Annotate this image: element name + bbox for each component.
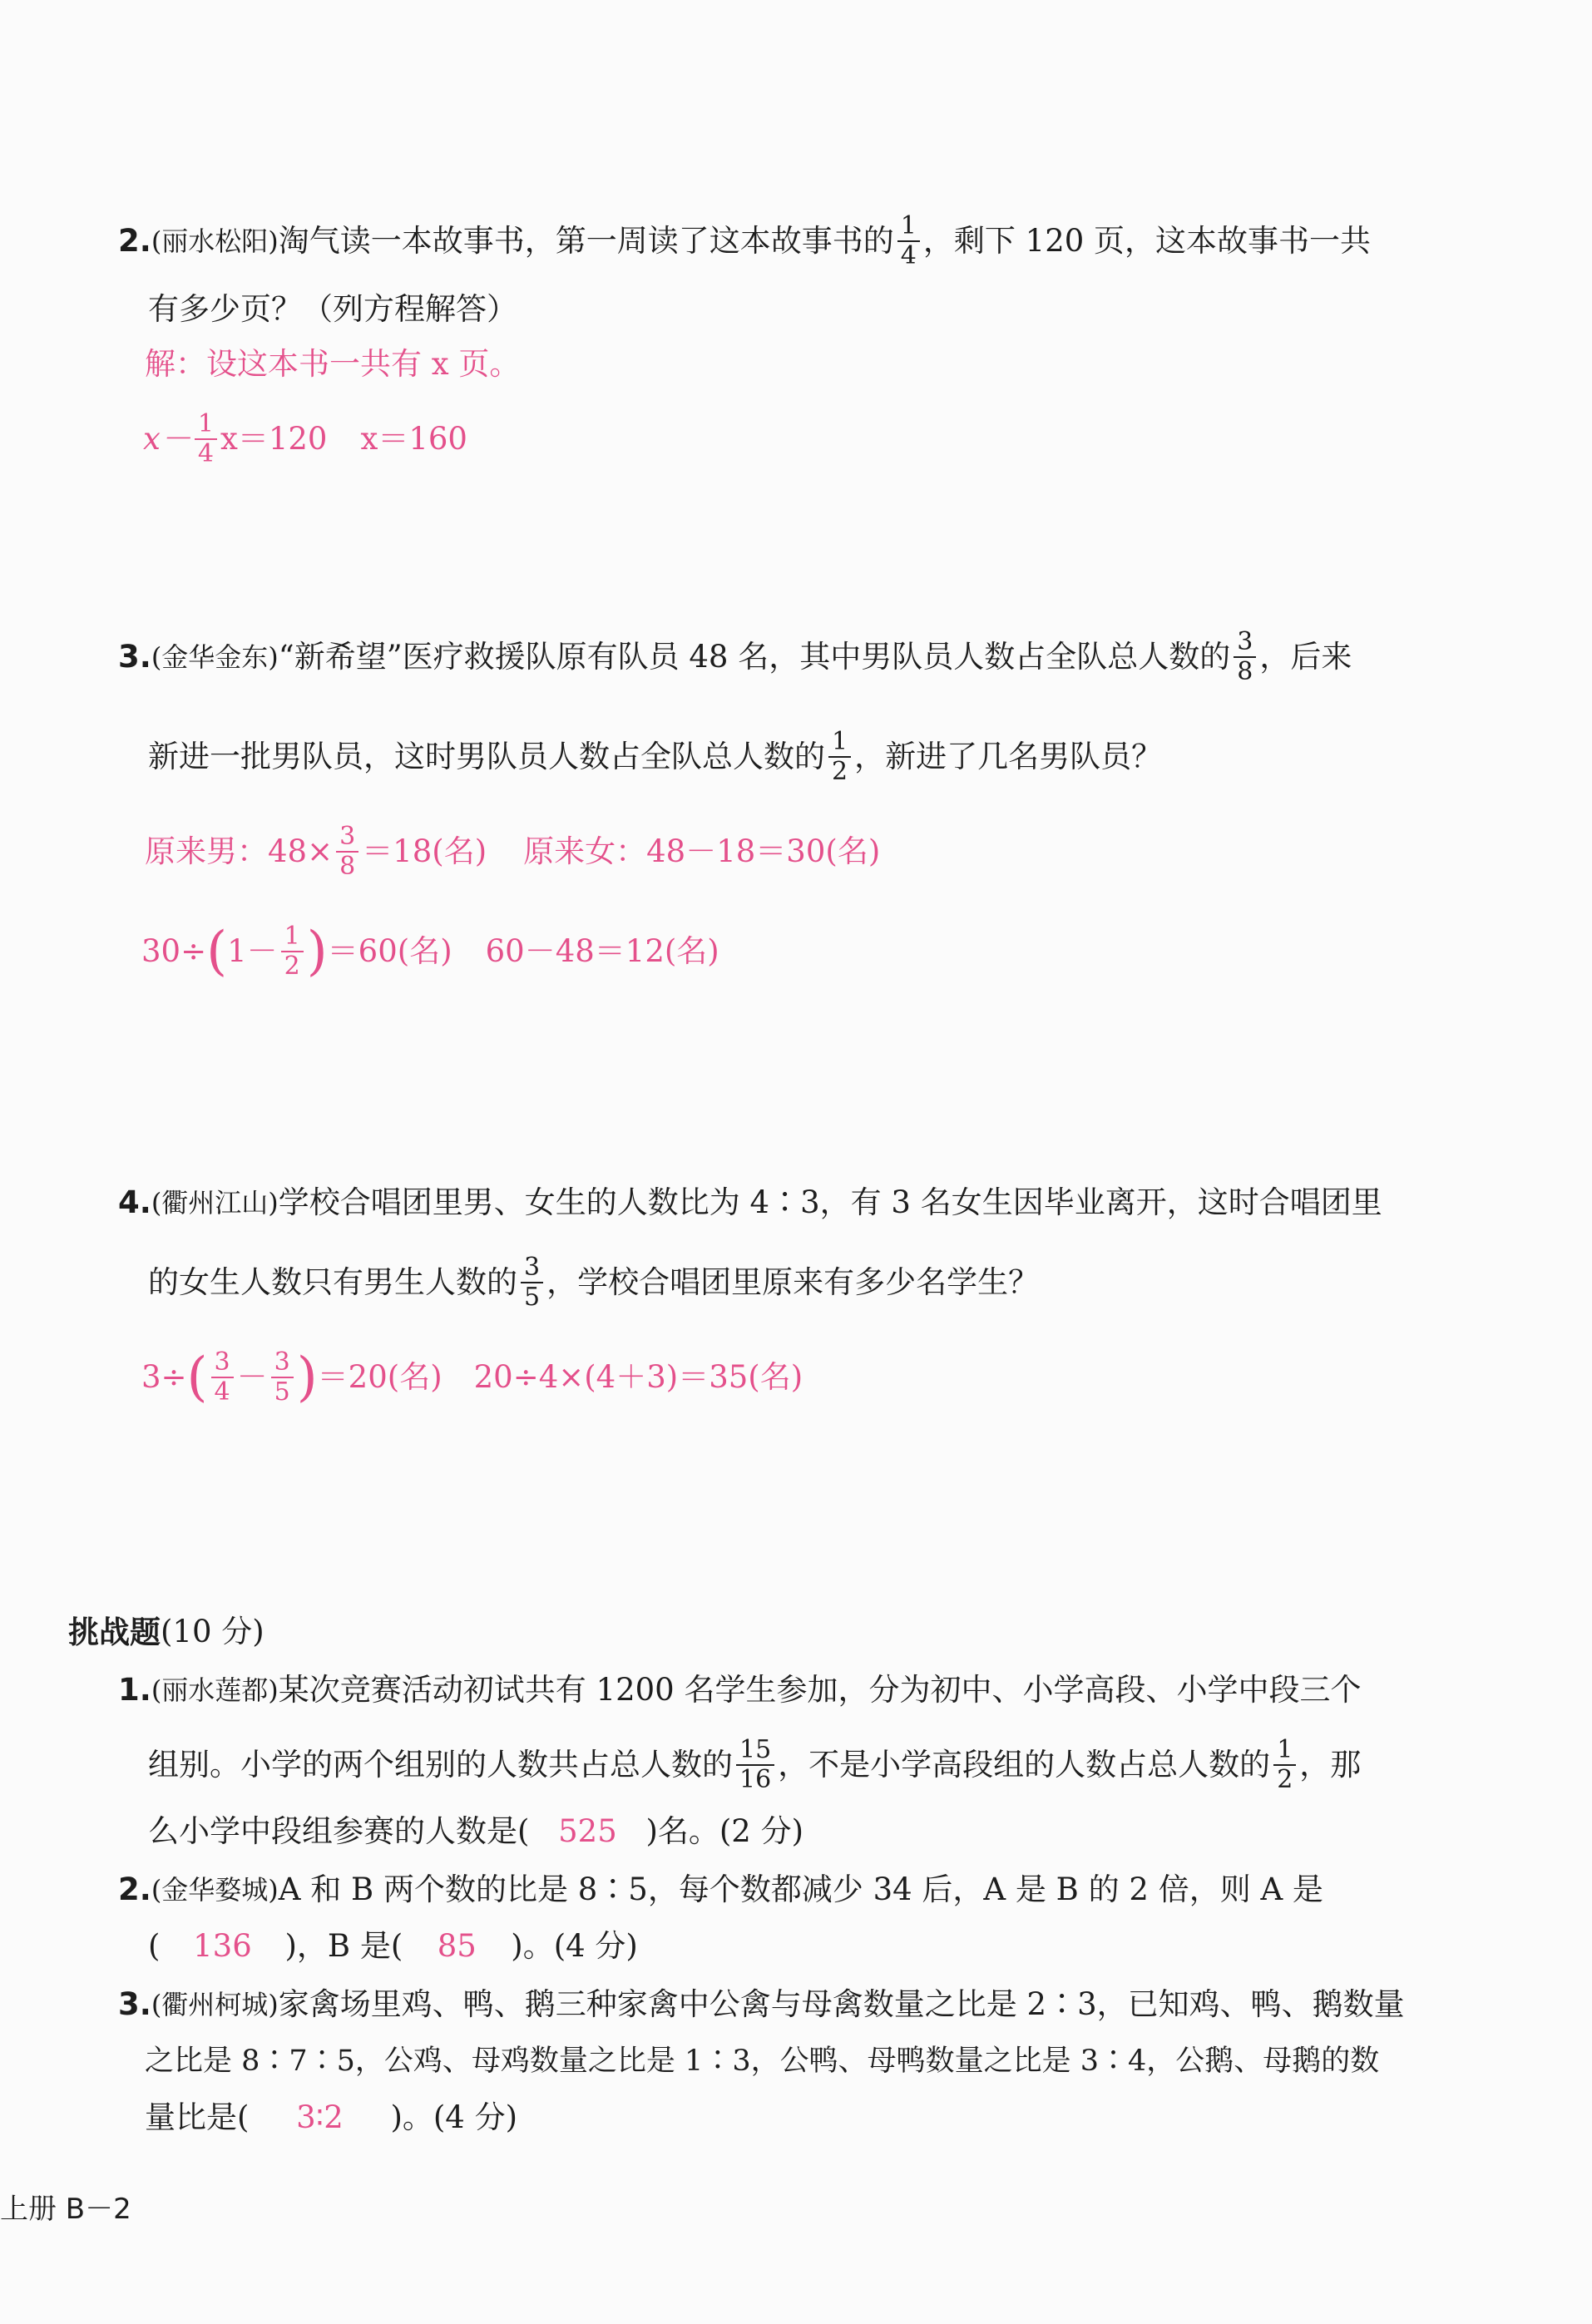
close-paren-icon: ) [296,1347,318,1408]
q3-solution-1 [145,817,880,887]
question-number: 3. [118,639,151,675]
q3-line2 [148,722,1162,792]
question-text: ，新进了几名男队员？ [854,739,1163,774]
question-source: (丽水莲都) [151,1674,279,1706]
question-number: 4. [118,1184,151,1220]
c3-line1 [118,1985,1405,2025]
question-text: ，剩下 120 页，这本故事书一共 [922,223,1372,259]
question-source: (衢州江山) [151,1187,279,1219]
page-footer: 上册 B－2 [0,2193,131,2226]
c1-line1 [118,1670,1361,1710]
fraction: $\frac{3}{5}$ [271,1348,294,1407]
solution-text: 20÷4×(4＋3)＝35(名) [473,1359,803,1395]
q3-line1 [118,622,1352,692]
c3-line2: 之比是 8∶7∶5，公鸡、母鸡数量之比是 1∶3，公鸭、母鸭数量之比是 3∶4，公鹅、母鹅的数 [145,2045,1380,2078]
section-title: 挑战题 [68,1614,161,1650]
question-text: ，那 [1299,1747,1362,1783]
c2-line1 [118,1870,1323,1910]
question-number: 2. [118,223,151,259]
answer-blank: 136 [193,1928,252,1964]
question-number: 3. [118,1986,151,2022]
c1-line2 [148,1730,1361,1800]
c2-line2 [148,1926,638,1966]
question-text: “新希望”医疗救援队原有队员 48 名，其中男队员人数占全队总人数的 [278,639,1231,675]
solution-text: 3÷ [141,1359,187,1395]
open-paren-icon: ( [206,921,228,982]
answer-blank: 85 [437,1928,477,1964]
c1-line3 [148,1812,803,1852]
solution-text: 30÷ [141,933,207,969]
q2-line2: 有多少页？（列方程解答） [148,291,517,327]
question-source: (衢州柯城) [151,1989,279,2020]
question-text: 的女生人数只有男生人数的 [148,1264,517,1300]
q4-line1 [118,1183,1382,1223]
c3-line3 [145,2098,517,2138]
question-text: 么小学中段组参赛的人数是( [148,1813,530,1849]
solution-text: 1－ [227,933,278,969]
q4-solution [141,1342,803,1412]
section-score: (10 分) [161,1614,265,1649]
fraction: $\frac{1}{2}$ [1273,1736,1296,1794]
question-text: )。(4 分) [511,1928,638,1964]
fraction: $\frac{3}{4}$ [211,1348,234,1407]
fraction: $\frac{15}{16}$ [736,1736,774,1794]
question-number: 1. [118,1672,151,1708]
solution-text: ＝18(名) [362,833,487,869]
question-number: 2. [118,1872,151,1907]
question-text: 新进一批男队员，这时男队员人数占全队总人数的 [148,739,825,774]
challenge-heading [68,1612,265,1652]
question-source: (丽水松阳) [151,225,279,257]
q2-solution-1: 解：设这本书一共有 x 页。 [145,346,521,382]
question-text: )名。(2 分) [645,1813,804,1849]
solution-text: 原来女：48－18＝30(名) [523,833,881,869]
solution-text: x＝120 [220,421,328,457]
solution-text: ＝20(名) [317,1359,442,1395]
question-text: )，B 是( [284,1928,403,1964]
q4-line2 [148,1248,1039,1318]
answer-blank: 3∶2 [296,2099,344,2135]
question-text: 淘气读一本故事书，第一周读了这本故事书的 [278,223,894,259]
question-text: ，不是小学高段组的人数占总人数的 [778,1747,1271,1783]
q2-line1 [118,210,1371,273]
open-paren-icon: ( [186,1347,208,1408]
question-text: 组别。小学的两个组别的人数共占总人数的 [148,1747,733,1783]
solution-text: x－ [143,421,191,457]
question-text: A 和 B 两个数的比是 8∶5，每个数都减少 34 后，A 是 B 的 2 倍，则 A 是 [278,1872,1323,1907]
fraction: $\frac{1}{2}$ [828,728,851,786]
close-paren-icon: ) [306,921,328,982]
question-text: ，学校合唱团里原来有多少名学生？ [546,1264,1040,1300]
question-text: )。(4 分) [390,2099,518,2135]
question-text: 量比是( [145,2099,250,2135]
q3-solution-2 [141,917,719,986]
question-text: ( [148,1928,161,1964]
solution-text: ＝60(名) [327,933,452,969]
solution-text: 原来男：48× [145,833,334,869]
question-text: 家禽场里鸡、鸭、鹅三种家禽中公禽与母禽数量之比是 2∶3，已知鸡、鸭、鹅数量 [278,1986,1405,2022]
fraction: $\frac{1}{2}$ [281,922,304,981]
q2-solution-2 [143,408,467,471]
fraction: $\frac{3}{8}$ [336,823,358,881]
answer-blank: 525 [558,1813,617,1849]
solution-text: x＝160 [360,421,467,457]
question-text: ，后来 [1259,639,1352,675]
fraction: $\frac{3}{5}$ [521,1253,543,1312]
fraction: $\frac{3}{8}$ [1234,628,1256,686]
question-source: (金华金东) [151,641,279,673]
fraction: $\frac{1}{4}$ [195,410,217,468]
question-text: 学校合唱团里男、女生的人数比为 4∶3，有 3 名女生因毕业离开，这时合唱团里 [278,1184,1382,1220]
question-source: (金华婺城) [151,1874,279,1906]
fraction: $\frac{1}{4}$ [897,212,920,270]
solution-text: － [236,1359,268,1395]
question-text: 某次竞赛活动初试共有 1200 名学生参加，分为初中、小学高段、小学中段三个 [278,1672,1362,1708]
solution-text: 60－48＝12(名) [485,933,719,969]
